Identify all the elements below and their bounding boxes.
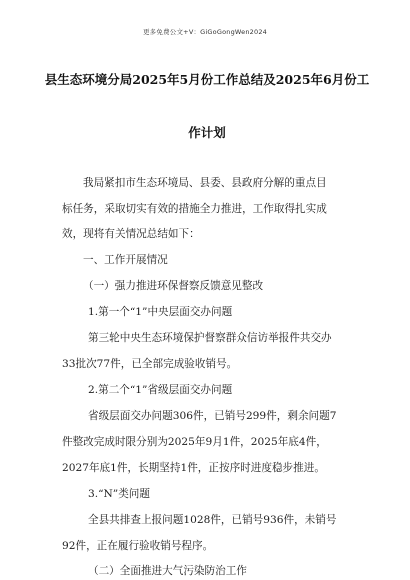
intro-paragraph-line-2: 标任务，采取切实有效的措施全力推进，工作取得扎实成 <box>62 203 327 215</box>
item-2-heading: 2.第二个“1”省级层面交办问题 <box>88 384 233 396</box>
item-2-text-line-2: 件整改完成时限分别为2025年9月1件，2025年底4件， <box>62 436 327 448</box>
header-note: 更多免费公文+V：GiGoGongWen2024 <box>142 28 267 36</box>
section-heading-1: 一、工作开展情况 <box>83 254 168 266</box>
document-title-line-1: 县生态环境分局2025年5月份工作总结及2025年6月份工 <box>44 72 370 87</box>
item-2-text-line-1: 省级层面交办问题306件，已销号299件，剩余问题7 <box>88 410 337 422</box>
intro-paragraph-line-1: 我局紧扣市生态环境局、县委、县政府分解的重点目 <box>83 177 327 189</box>
subsection-heading-1: （一）强力推进环保督察反馈意见整改 <box>83 280 264 292</box>
intro-paragraph-line-3: 效，现将有关情况总结如下： <box>62 228 200 240</box>
item-3-text-line-1: 全县共排查上报问题1028件，已销号936件，未销号 <box>88 514 337 526</box>
item-2-text-line-3: 2027年底1件，长期坚持1件，正按序时进度稳步推进。 <box>62 462 325 474</box>
item-1-text-line-2: 33批次77件，已全部完成验收销号。 <box>62 358 238 370</box>
item-3-text-line-2: 92件，正在履行验收销号程序。 <box>62 540 214 552</box>
item-1-heading: 1.第一个“1”中央层面交办问题 <box>88 306 233 318</box>
subsection-heading-2: （二）全面推进大气污染防治工作 <box>88 565 247 577</box>
document-title-line-2: 作计划 <box>188 125 226 140</box>
item-3-heading: 3.“N”类问题 <box>88 488 150 500</box>
item-1-text-line-1: 第三轮中央生态环境保护督察群众信访举报件共交办 <box>88 332 332 344</box>
